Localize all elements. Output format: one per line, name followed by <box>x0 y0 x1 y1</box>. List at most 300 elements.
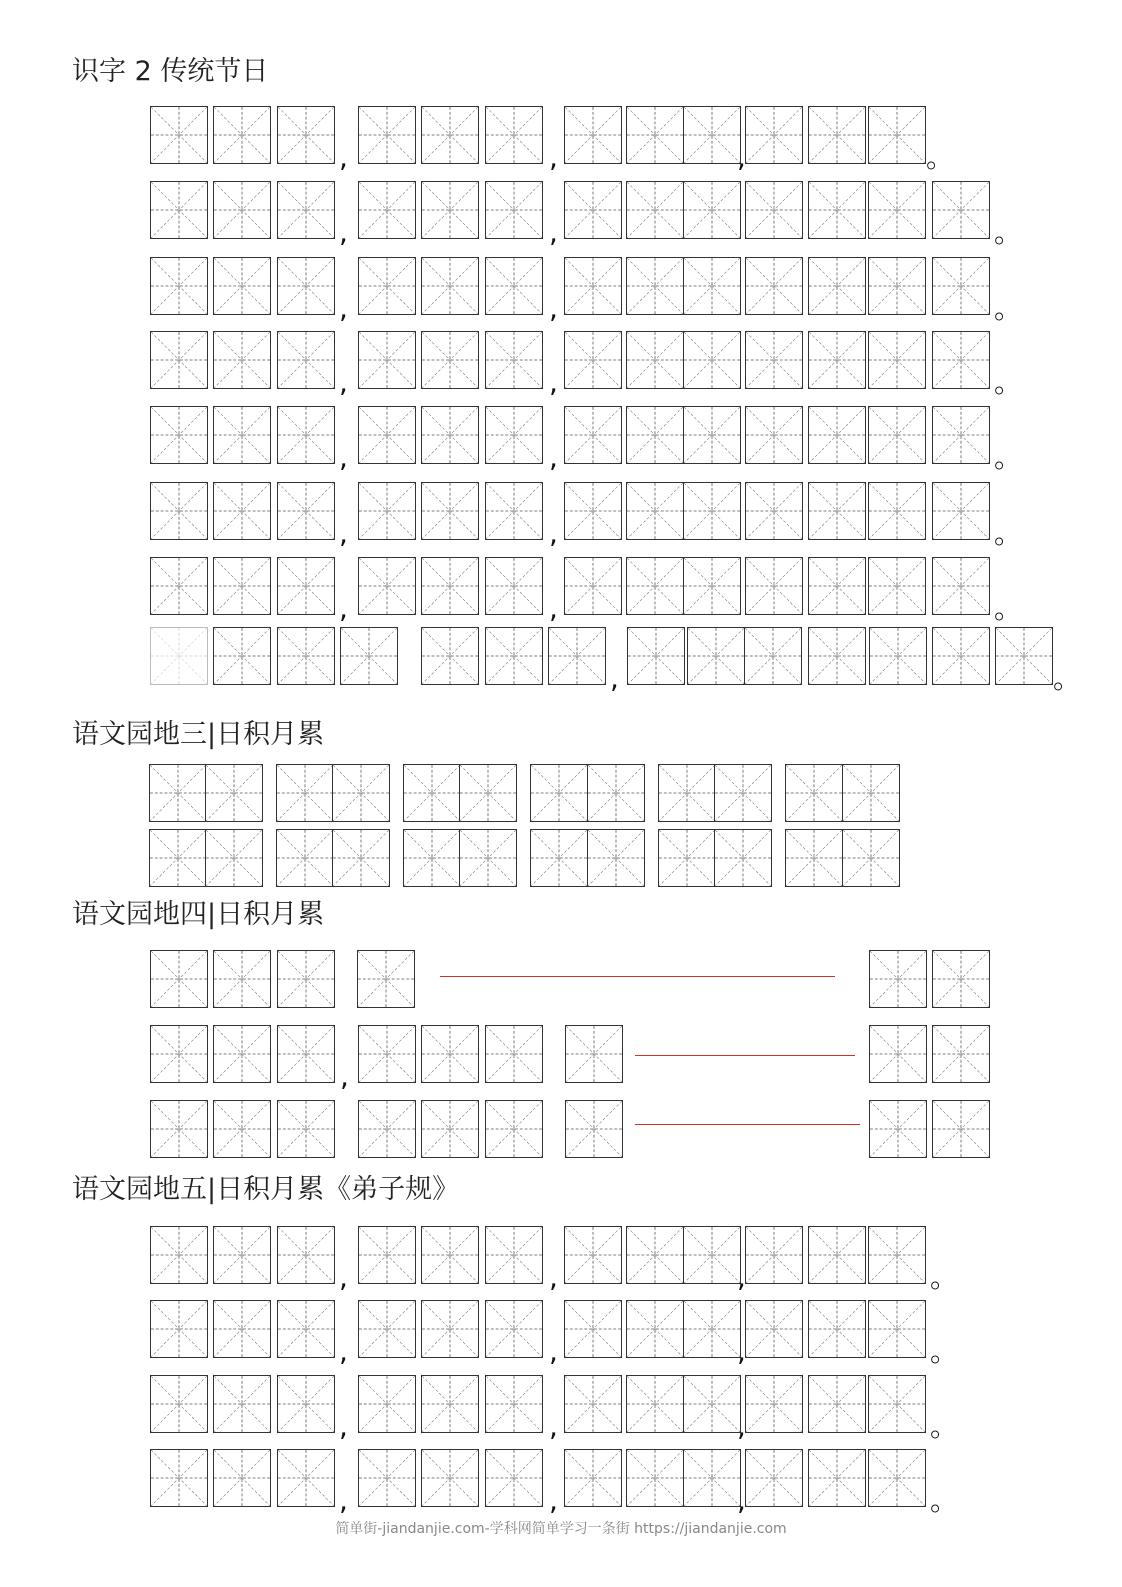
mi-grid-guides <box>359 1101 415 1157</box>
writing-cell[interactable] <box>683 257 741 315</box>
writing-cell[interactable] <box>626 181 684 239</box>
writing-cell[interactable] <box>277 1449 335 1507</box>
writing-cell[interactable] <box>745 406 803 464</box>
writing-cell[interactable] <box>869 1100 927 1158</box>
writing-cell[interactable] <box>149 764 207 822</box>
mi-grid-guides <box>214 628 270 684</box>
writing-cell[interactable] <box>683 331 741 389</box>
writing-cell[interactable] <box>868 181 926 239</box>
writing-cell[interactable] <box>808 482 866 540</box>
writing-cell[interactable] <box>626 331 684 389</box>
writing-cell[interactable] <box>421 406 479 464</box>
writing-cell[interactable] <box>932 257 990 315</box>
period-mark: 。 <box>926 141 955 174</box>
writing-cell[interactable] <box>868 257 926 315</box>
comma-mark: , <box>340 1060 349 1093</box>
writing-cell[interactable] <box>808 1300 866 1358</box>
mi-grid-guides <box>214 407 270 463</box>
writing-cell[interactable] <box>745 557 803 615</box>
writing-row <box>0 1375 1122 1443</box>
mi-grid-guides <box>627 1227 683 1283</box>
writing-cell[interactable] <box>150 950 208 1008</box>
writing-cell[interactable] <box>932 482 990 540</box>
writing-cell[interactable] <box>277 627 335 685</box>
writing-cell[interactable] <box>421 627 479 685</box>
comma-mark: , <box>549 517 558 550</box>
writing-cell[interactable] <box>276 764 334 822</box>
writing-cell[interactable] <box>213 331 271 389</box>
writing-cell[interactable] <box>459 829 517 887</box>
writing-cell[interactable] <box>358 1226 416 1284</box>
writing-cell[interactable] <box>332 764 390 822</box>
comma-mark: , <box>549 366 558 399</box>
mi-grid-guides <box>359 107 415 163</box>
mi-grid-guides <box>214 1227 270 1283</box>
writing-cell[interactable] <box>564 406 622 464</box>
writing-cell[interactable] <box>277 1226 335 1284</box>
mi-grid-guides <box>359 1227 415 1283</box>
writing-cell[interactable] <box>868 1449 926 1507</box>
writing-cell[interactable] <box>150 181 208 239</box>
writing-cell[interactable] <box>683 181 741 239</box>
mi-grid-guides <box>933 628 989 684</box>
writing-cell[interactable] <box>403 764 461 822</box>
mi-grid-guides <box>746 483 802 539</box>
writing-cell[interactable] <box>358 1375 416 1433</box>
writing-cell[interactable] <box>213 1449 271 1507</box>
mi-grid-guides <box>627 1450 683 1506</box>
mi-grid-guides <box>933 332 989 388</box>
writing-cell[interactable] <box>808 1375 866 1433</box>
writing-cell[interactable] <box>627 627 685 685</box>
writing-cell[interactable] <box>205 764 263 822</box>
writing-cell[interactable] <box>358 482 416 540</box>
writing-cell[interactable] <box>808 181 866 239</box>
mi-grid-guides <box>151 258 207 314</box>
writing-row <box>0 1226 1122 1294</box>
writing-cell[interactable] <box>358 1025 416 1083</box>
writing-cell[interactable] <box>150 627 208 685</box>
writing-cell[interactable] <box>340 627 398 685</box>
writing-cell[interactable] <box>868 406 926 464</box>
mi-grid-guides <box>278 558 334 614</box>
writing-cell[interactable] <box>421 1025 479 1083</box>
mi-grid-guides <box>151 1450 207 1506</box>
writing-cell[interactable] <box>745 1226 803 1284</box>
writing-cell[interactable] <box>745 1375 803 1433</box>
writing-cell[interactable] <box>332 829 390 887</box>
writing-cell[interactable] <box>485 1449 543 1507</box>
writing-cell[interactable] <box>485 1025 543 1083</box>
writing-cell[interactable] <box>421 181 479 239</box>
writing-cell[interactable] <box>277 181 335 239</box>
writing-cell[interactable] <box>683 482 741 540</box>
writing-cell[interactable] <box>358 181 416 239</box>
writing-cell[interactable] <box>150 1449 208 1507</box>
writing-cell[interactable] <box>277 331 335 389</box>
writing-cell[interactable] <box>358 106 416 164</box>
writing-row <box>0 950 1122 1010</box>
mi-grid-guides <box>809 1301 865 1357</box>
writing-cell[interactable] <box>421 1100 479 1158</box>
writing-cell[interactable] <box>358 1100 416 1158</box>
writing-cell[interactable] <box>564 1226 622 1284</box>
mi-grid-guides <box>843 765 899 821</box>
comma-mark: , <box>339 1410 348 1443</box>
writing-cell[interactable] <box>868 557 926 615</box>
writing-cell[interactable] <box>277 557 335 615</box>
mi-grid-guides <box>151 407 207 463</box>
mi-grid-guides <box>486 558 542 614</box>
writing-cell[interactable] <box>683 406 741 464</box>
writing-cell[interactable] <box>421 1375 479 1433</box>
writing-cell[interactable] <box>714 764 772 822</box>
writing-cell[interactable] <box>626 557 684 615</box>
period-mark: 。 <box>1053 662 1082 695</box>
writing-cell[interactable] <box>459 764 517 822</box>
mi-grid-guides <box>460 830 516 886</box>
writing-cell[interactable] <box>932 627 990 685</box>
writing-cell[interactable] <box>485 1375 543 1433</box>
writing-cell[interactable] <box>808 331 866 389</box>
writing-cell[interactable] <box>149 829 207 887</box>
writing-cell[interactable] <box>150 257 208 315</box>
writing-cell[interactable] <box>745 257 803 315</box>
mi-grid-guides <box>151 1026 207 1082</box>
writing-cell[interactable] <box>421 1226 479 1284</box>
comma-mark: , <box>339 1261 348 1294</box>
mi-grid-guides <box>809 182 865 238</box>
writing-cell[interactable] <box>564 1300 622 1358</box>
writing-cell[interactable] <box>564 181 622 239</box>
writing-cell[interactable] <box>658 829 716 887</box>
writing-cell[interactable] <box>785 829 843 887</box>
mi-grid-guides <box>151 951 207 1007</box>
writing-cell[interactable] <box>564 331 622 389</box>
writing-cell[interactable] <box>868 106 926 164</box>
writing-cell[interactable] <box>564 106 622 164</box>
mi-grid-guides <box>684 107 740 163</box>
writing-row <box>0 1449 1122 1517</box>
mi-grid-guides <box>565 332 621 388</box>
mi-grid-guides <box>933 182 989 238</box>
comma-mark: , <box>737 1484 746 1517</box>
writing-cell[interactable] <box>421 257 479 315</box>
writing-cell[interactable] <box>869 627 927 685</box>
writing-cell[interactable] <box>932 406 990 464</box>
writing-cell[interactable] <box>932 181 990 239</box>
writing-row <box>0 1025 1122 1093</box>
writing-cell[interactable] <box>548 627 606 685</box>
writing-cell[interactable] <box>213 557 271 615</box>
writing-cell[interactable] <box>626 106 684 164</box>
writing-cell[interactable] <box>565 1025 623 1083</box>
mi-grid-guides <box>404 830 460 886</box>
writing-cell[interactable] <box>869 950 927 1008</box>
writing-cell[interactable] <box>868 1375 926 1433</box>
answer-underline[interactable] <box>440 976 835 977</box>
writing-cell[interactable] <box>213 1375 271 1433</box>
writing-cell[interactable] <box>485 181 543 239</box>
mi-grid-guides <box>359 483 415 539</box>
mi-grid-guides <box>870 951 926 1007</box>
mi-grid-guides <box>460 765 516 821</box>
writing-cell[interactable] <box>150 1300 208 1358</box>
writing-cell[interactable] <box>213 627 271 685</box>
writing-cell[interactable] <box>626 1300 684 1358</box>
writing-cell[interactable] <box>357 950 415 1008</box>
writing-cell[interactable] <box>683 106 741 164</box>
writing-cell[interactable] <box>530 829 588 887</box>
writing-cell[interactable] <box>564 482 622 540</box>
mi-grid-guides <box>278 1101 334 1157</box>
mi-grid-guides <box>627 1376 683 1432</box>
writing-cell[interactable] <box>868 1226 926 1284</box>
writing-cell[interactable] <box>150 406 208 464</box>
mi-grid-guides <box>422 1376 478 1432</box>
writing-cell[interactable] <box>276 829 334 887</box>
writing-cell[interactable] <box>626 1226 684 1284</box>
period-mark: 。 <box>930 1410 959 1443</box>
writing-cell[interactable] <box>277 482 335 540</box>
writing-cell[interactable] <box>564 557 622 615</box>
writing-cell[interactable] <box>485 482 543 540</box>
mi-grid-guides <box>869 332 925 388</box>
period-mark: 。 <box>994 592 1023 625</box>
writing-cell[interactable] <box>213 1025 271 1083</box>
mi-grid-guides <box>684 1301 740 1357</box>
mi-grid-guides <box>214 1450 270 1506</box>
mi-grid-guides <box>786 830 842 886</box>
mi-grid-guides <box>278 332 334 388</box>
writing-cell[interactable] <box>277 257 335 315</box>
mi-grid-guides <box>809 332 865 388</box>
writing-cell[interactable] <box>277 1025 335 1083</box>
writing-cell[interactable] <box>745 482 803 540</box>
mi-grid-guides <box>809 558 865 614</box>
writing-cell[interactable] <box>150 482 208 540</box>
writing-cell[interactable] <box>213 406 271 464</box>
writing-cell[interactable] <box>150 106 208 164</box>
mi-grid-guides <box>486 107 542 163</box>
mi-grid-guides <box>151 1301 207 1357</box>
mi-grid-guides <box>870 1026 926 1082</box>
writing-cell[interactable] <box>421 1300 479 1358</box>
writing-cell[interactable] <box>868 331 926 389</box>
writing-cell[interactable] <box>785 764 843 822</box>
writing-cell[interactable] <box>564 257 622 315</box>
writing-cell[interactable] <box>150 1226 208 1284</box>
mi-grid-guides <box>566 1026 622 1082</box>
writing-cell[interactable] <box>213 1226 271 1284</box>
mi-grid-guides <box>565 407 621 463</box>
writing-cell[interactable] <box>714 829 772 887</box>
mi-grid-guides <box>566 1101 622 1157</box>
writing-cell[interactable] <box>842 829 900 887</box>
writing-cell[interactable] <box>683 1300 741 1358</box>
writing-cell[interactable] <box>626 482 684 540</box>
mi-grid-guides <box>933 483 989 539</box>
mi-grid-guides <box>746 332 802 388</box>
writing-cell[interactable] <box>485 627 543 685</box>
writing-cell[interactable] <box>485 106 543 164</box>
writing-cell[interactable] <box>565 1100 623 1158</box>
writing-cell[interactable] <box>932 331 990 389</box>
writing-cell[interactable] <box>932 1100 990 1158</box>
writing-cell[interactable] <box>808 557 866 615</box>
mi-grid-guides <box>809 258 865 314</box>
writing-cell[interactable] <box>485 257 543 315</box>
writing-cell[interactable] <box>658 764 716 822</box>
writing-cell[interactable] <box>932 557 990 615</box>
writing-row <box>0 1100 1122 1160</box>
writing-cell[interactable] <box>485 1100 543 1158</box>
writing-cell[interactable] <box>745 181 803 239</box>
writing-cell[interactable] <box>421 106 479 164</box>
mi-grid-guides <box>684 1376 740 1432</box>
writing-cell[interactable] <box>150 1025 208 1083</box>
mi-grid-guides <box>486 407 542 463</box>
mi-grid-guides <box>278 182 334 238</box>
writing-cell[interactable] <box>587 829 645 887</box>
writing-cell[interactable] <box>587 764 645 822</box>
writing-cell[interactable] <box>421 482 479 540</box>
writing-cell[interactable] <box>485 1300 543 1358</box>
writing-row <box>0 331 1122 399</box>
comma-mark: , <box>549 441 558 474</box>
writing-cell[interactable] <box>683 1375 741 1433</box>
mi-grid-guides <box>746 1227 802 1283</box>
section-heading-4: 语文园地五|日积月累《弟子规》 <box>72 1174 460 1205</box>
writing-cell[interactable] <box>213 1100 271 1158</box>
mi-grid-guides <box>486 1376 542 1432</box>
writing-cell[interactable] <box>421 331 479 389</box>
writing-cell[interactable] <box>744 627 802 685</box>
writing-cell[interactable] <box>868 482 926 540</box>
writing-cell[interactable] <box>213 106 271 164</box>
writing-cell[interactable] <box>808 627 866 685</box>
writing-cell[interactable] <box>358 331 416 389</box>
writing-cell[interactable] <box>868 1300 926 1358</box>
writing-cell[interactable] <box>808 106 866 164</box>
writing-cell[interactable] <box>213 950 271 1008</box>
writing-cell[interactable] <box>277 950 335 1008</box>
writing-cell[interactable] <box>626 406 684 464</box>
writing-cell[interactable] <box>358 1449 416 1507</box>
writing-cell[interactable] <box>358 406 416 464</box>
writing-cell[interactable] <box>745 1449 803 1507</box>
writing-cell[interactable] <box>213 482 271 540</box>
mi-grid-guides <box>151 107 207 163</box>
writing-cell[interactable] <box>277 1100 335 1158</box>
writing-cell[interactable] <box>150 557 208 615</box>
writing-cell[interactable] <box>150 1375 208 1433</box>
writing-cell[interactable] <box>358 557 416 615</box>
writing-cell[interactable] <box>205 829 263 887</box>
mi-grid-guides <box>151 1227 207 1283</box>
writing-cell[interactable] <box>485 1226 543 1284</box>
period-mark: 。 <box>994 292 1023 325</box>
writing-cell[interactable] <box>626 1375 684 1433</box>
writing-cell[interactable] <box>842 764 900 822</box>
mi-grid-guides <box>565 483 621 539</box>
writing-cell[interactable] <box>150 331 208 389</box>
writing-cell[interactable] <box>626 257 684 315</box>
answer-underline[interactable] <box>635 1055 855 1056</box>
writing-cell[interactable] <box>687 627 745 685</box>
writing-cell[interactable] <box>277 1375 335 1433</box>
writing-cell[interactable] <box>808 257 866 315</box>
writing-cell[interactable] <box>485 557 543 615</box>
mi-grid-guides <box>627 1301 683 1357</box>
period-mark: 。 <box>994 216 1023 249</box>
mi-grid-guides <box>869 558 925 614</box>
writing-cell[interactable] <box>213 181 271 239</box>
writing-cell[interactable] <box>421 1449 479 1507</box>
mi-grid-guides <box>486 1026 542 1082</box>
mi-grid-guides <box>486 258 542 314</box>
writing-cell[interactable] <box>485 406 543 464</box>
mi-grid-guides <box>422 1450 478 1506</box>
writing-cell[interactable] <box>745 331 803 389</box>
comma-mark: , <box>339 216 348 249</box>
mi-grid-guides <box>869 407 925 463</box>
writing-cell[interactable] <box>683 1449 741 1507</box>
mi-grid-guides <box>214 182 270 238</box>
writing-cell[interactable] <box>683 557 741 615</box>
mi-grid-guides <box>151 332 207 388</box>
writing-cell[interactable] <box>626 1449 684 1507</box>
writing-cell[interactable] <box>358 257 416 315</box>
mi-grid-guides <box>549 628 605 684</box>
writing-cell[interactable] <box>277 1300 335 1358</box>
writing-cell[interactable] <box>277 106 335 164</box>
mi-grid-guides <box>746 1376 802 1432</box>
writing-row <box>0 627 1122 695</box>
mi-grid-guides <box>684 1450 740 1506</box>
writing-cell[interactable] <box>869 1025 927 1083</box>
mi-grid-guides <box>333 765 389 821</box>
writing-cell[interactable] <box>564 1375 622 1433</box>
writing-cell[interactable] <box>808 1226 866 1284</box>
writing-cell[interactable] <box>530 764 588 822</box>
writing-cell[interactable] <box>745 1300 803 1358</box>
writing-cell[interactable] <box>213 257 271 315</box>
comma-mark: , <box>549 1410 558 1443</box>
writing-cell[interactable] <box>808 406 866 464</box>
writing-cell[interactable] <box>485 331 543 389</box>
mi-grid-guides <box>933 558 989 614</box>
mi-grid-guides <box>277 765 333 821</box>
writing-cell[interactable] <box>421 557 479 615</box>
writing-cell[interactable] <box>213 1300 271 1358</box>
writing-cell[interactable] <box>358 1300 416 1358</box>
mi-grid-guides <box>206 830 262 886</box>
writing-cell[interactable] <box>932 950 990 1008</box>
answer-underline[interactable] <box>635 1124 860 1125</box>
writing-cell[interactable] <box>683 1226 741 1284</box>
writing-cell[interactable] <box>277 406 335 464</box>
writing-cell[interactable] <box>808 1449 866 1507</box>
writing-cell[interactable] <box>745 106 803 164</box>
writing-cell[interactable] <box>932 1025 990 1083</box>
writing-cell[interactable] <box>150 1100 208 1158</box>
writing-cell[interactable] <box>995 627 1053 685</box>
mi-grid-guides <box>746 258 802 314</box>
writing-cell[interactable] <box>403 829 461 887</box>
writing-cell[interactable] <box>564 1449 622 1507</box>
mi-grid-guides <box>278 1301 334 1357</box>
